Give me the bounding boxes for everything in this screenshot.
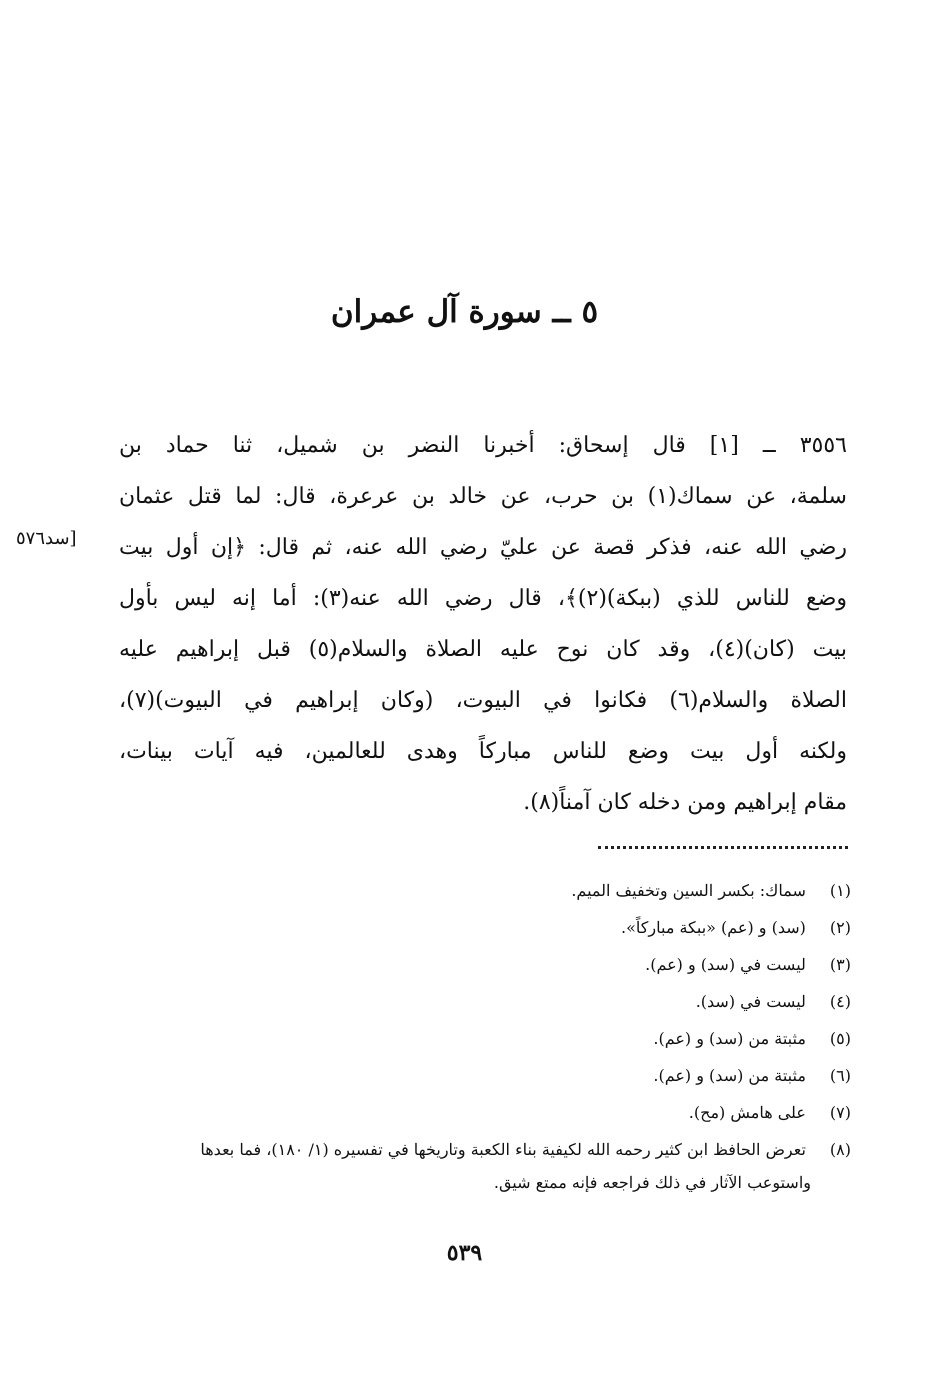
footnote-4: [111, 983, 851, 1020]
footnote-text: ليست في (سد).: [695, 992, 806, 1011]
footnote-number: (٥): [829, 1029, 851, 1048]
footnote-text: ليست في (سد) و (عم).: [645, 955, 806, 974]
footnotes: [111, 872, 851, 1201]
hadith-line-4: وضع للناس للذي (ببكة)(٢)﴾، قال رضي الله عنه(٣): أما إنه ليس بأول: [119, 586, 847, 611]
footnote-number: (٢): [829, 918, 851, 937]
hadith-line-7: ولكنه أول بيت وضع للناس مباركاً وهدى للعالمين، فيه آيات بينات،: [119, 739, 847, 764]
footnote-number: (٦): [829, 1066, 851, 1085]
footnote-number: (٣): [829, 955, 851, 974]
footnote-text: سماك: بكسر السين وتخفيف الميم.: [571, 881, 806, 900]
hadith-line-2: سلمة، عن سماك(١) بن حرب، عن خالد بن عرعرة، قال: لما قتل عثمان: [119, 484, 847, 509]
footnote-6: [111, 1057, 851, 1094]
footnote-number: (٧): [829, 1103, 851, 1122]
footnote-number: (٤): [829, 992, 851, 1011]
footnote-1: [111, 872, 851, 909]
footnote-5: [111, 1020, 851, 1057]
hadith-line-1: ٣٥٥٦ ــ [١] قال إسحاق: أخبرنا النضر بن شميل، ثنا حماد بن: [119, 433, 847, 458]
footnote-number: (١): [829, 881, 851, 900]
footnote-text: مثبتة من (سد) و (عم).: [653, 1029, 806, 1048]
page-number: ٥٣٩: [446, 1240, 483, 1266]
footnote-8-continuation: واستوعب الآثار في ذلك فراجعه فإنه ممتع شيق.: [493, 1173, 811, 1192]
footnote-3: [111, 946, 851, 983]
footnote-separator: [598, 846, 848, 849]
footnote-2: [111, 909, 851, 946]
footnote-7: [111, 1094, 851, 1131]
footnote-text: على هامش (مح).: [688, 1103, 806, 1122]
hadith-line-8: مقام إبراهيم ومن دخله كان آمناً(٨).: [523, 790, 847, 815]
hadith-line-6: الصلاة والسلام(٦) فكانوا في البيوت، (وكان إبراهيم في البيوت)(٧)،: [119, 688, 847, 713]
footnote-text: تعرض الحافظ ابن كثير رحمه الله لكيفية بناء الكعبة وتاريخها في تفسيره (١/ ١٨٠)، فما بعدها: [200, 1140, 806, 1159]
footnote-number: (٨): [829, 1140, 851, 1159]
manuscript-reference: [سد٥٧٦: [16, 528, 77, 549]
footnote-text: (سد) و (عم) «ببكة مباركاً».: [621, 918, 806, 937]
hadith-text: [119, 420, 847, 828]
footnote-8: [111, 1131, 851, 1168]
hadith-line-5: بيت (كان)(٤)، وقد كان نوح عليه الصلاة والسلام(٥) قبل إبراهيم عليه: [119, 637, 847, 662]
footnote-text: مثبتة من (سد) و (عم).: [653, 1066, 806, 1085]
hadith-line-3: رضي الله عنه، فذكر قصة عن عليّ رضي الله عنه، ثم قال: ﴿إن أول بيت: [119, 535, 847, 560]
chapter-title: ٥ ــ سورة آل عمران: [330, 294, 599, 330]
